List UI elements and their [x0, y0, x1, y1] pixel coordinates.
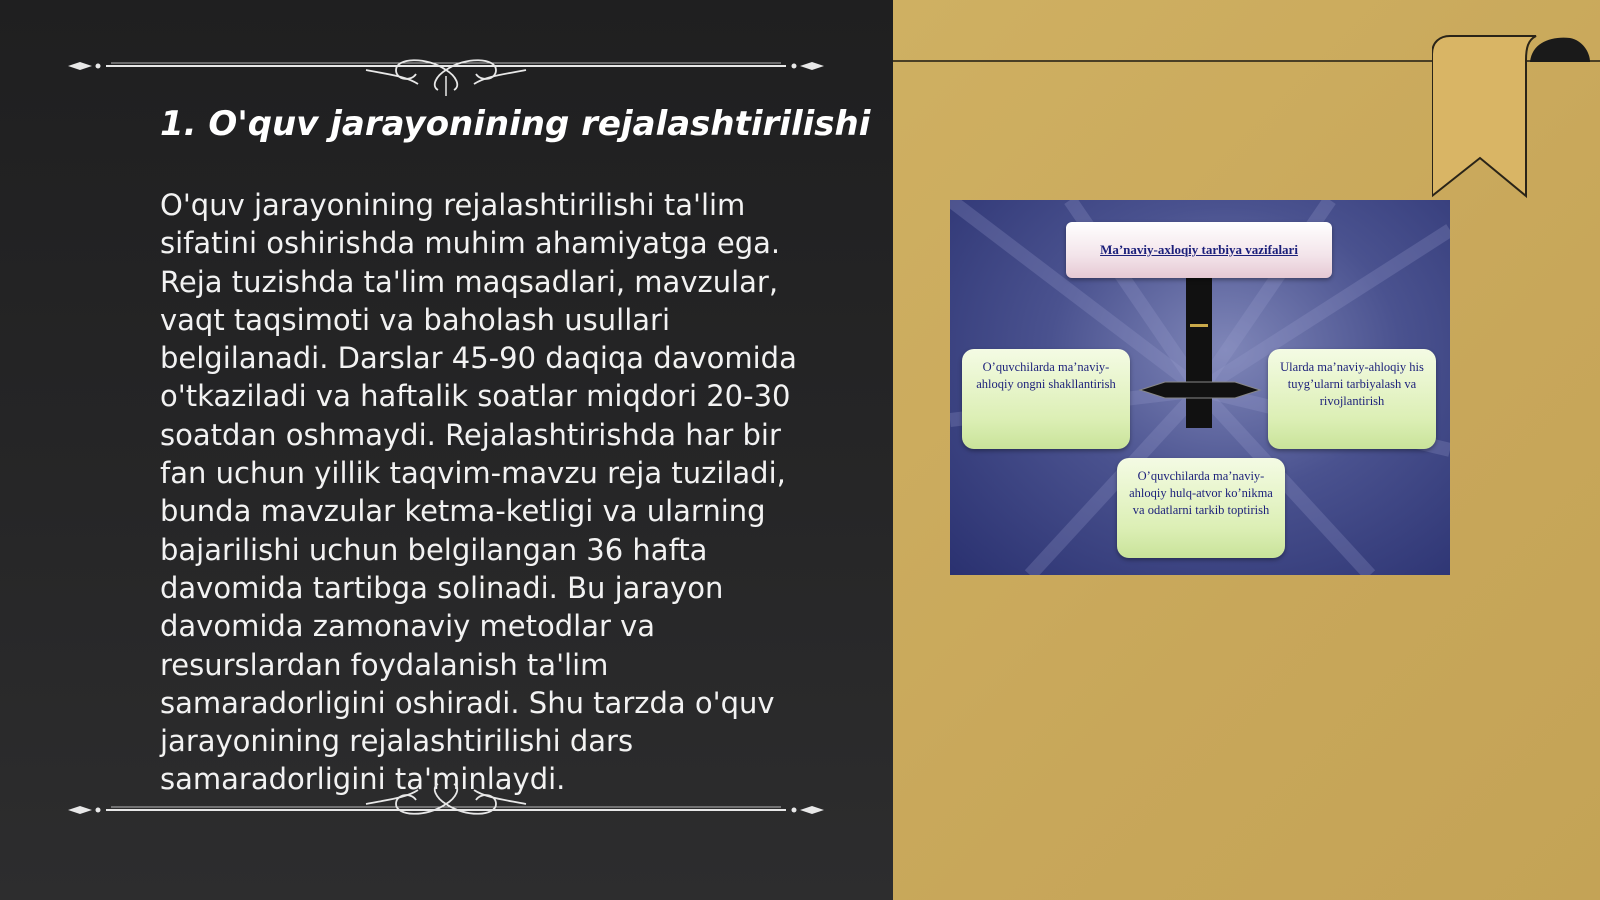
- diagram-bottom-box: O’quvchilarda ma’naviy-ahloqiy hulq-atvor ko’nikma va odatlarni tarkib toptirish: [1117, 458, 1285, 558]
- diagram-image: [950, 200, 1450, 575]
- bottom-ornament-divider: [66, 778, 826, 828]
- diagram-right-box: Ularda ma’naviy-ahloqiy his tuyg’ularni tarbiyalash va rivojlantirish: [1268, 349, 1436, 449]
- slide-body-text: O'quv jarayonining rejalashtirilishi ta'lim sifatini oshirishda muhim ahamiyatga ega. Reja tuzishda ta'lim maqsadlari, mavzular, vaqt taqsimoti va baholash usullari belgilanadi. Darslar 45-90 daqiqa davomida o'tkaziladi va haftalik soatlar miqdori 20-30 soatdan oshmaydi. Rejalashtirishda har bir fan uchun yillik taqvim-mavzu reja tuziladi, bunda mavzular ketma-ketligi va ularning bajarilishi uchun belgilangan 36 hafta davomida tartibga solinadi. Bu jarayon davomida zamonaviy metodlar va resurslardan foydalanish ta'lim samaradorligini oshiradi. Shu tarzda o'quv jarayonining rejalashtirilishi dars samaradorligini ta'minlaydi.: [160, 188, 797, 797]
- bookmark-ribbon-icon: [1432, 34, 1592, 204]
- top-ornament-divider: [66, 46, 826, 96]
- diagram-left-box: O’quvchilarda ma’naviy-ahloqiy ongni shakllantirish: [962, 349, 1130, 449]
- slide-title: 1. O'quv jarayonining rejalashtirilishi: [160, 104, 871, 144]
- diagram-title-box: Ma’naviy-axloqiy tarbiya vazifalari: [1066, 222, 1332, 278]
